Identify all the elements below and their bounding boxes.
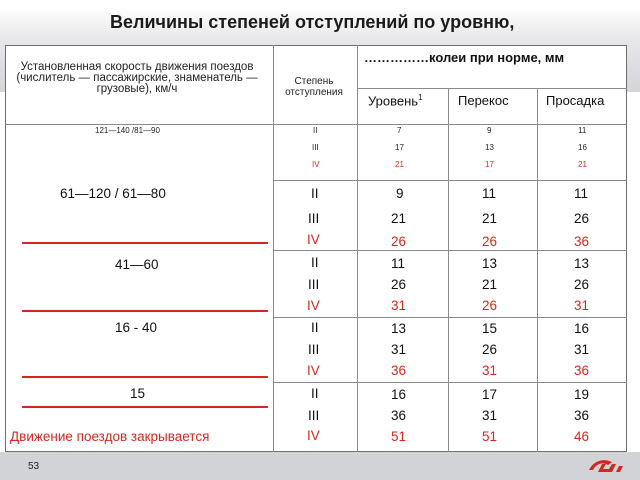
closing-note: Движение поездов закрывается [10,429,210,444]
sag-cell: 21 [578,160,587,169]
degree-cell: II [311,255,319,270]
degree-cell: III [308,211,320,226]
sag-cell: 16 [574,321,590,336]
level-cell: 31 [391,342,407,357]
degree-cell: IV [307,363,320,378]
degree-cell: III [308,408,320,423]
degree-cell: III [312,143,319,152]
skew-cell: 31 [482,408,498,423]
degree-cell: IV [307,232,320,247]
degree-cell: IV [307,298,320,313]
degree-cell: II [313,126,318,135]
sag-cell: 26 [574,211,590,226]
skew-cell: 26 [482,234,498,249]
skew-cell: 51 [482,429,498,444]
skew-cell: 17 [482,387,498,402]
level-cell: 16 [391,387,407,402]
skew-cell: 11 [482,186,497,201]
skew-cell: 15 [482,321,498,336]
slide-title: Величины степеней отступлений по уровню, [110,12,515,32]
header-sag: Просадка [546,93,605,108]
skew-cell: 13 [485,143,494,152]
speed-cell: 15 [130,386,146,401]
grid-line [273,250,627,251]
header-speed: Установленная скорость движения поездов (числитель — пассажирские, знаменатель — грузовые), км/ч [16,61,258,95]
level-cell: 36 [391,408,407,423]
row-divider-red [22,376,268,378]
level-cell: 26 [391,234,407,249]
grid-line [5,124,627,125]
speed-cell: 16 - 40 [115,320,158,335]
level-cell: 9 [396,186,404,201]
level-cell: 21 [391,211,407,226]
level-cell: 36 [391,363,407,378]
header-group: ……………колеи при норме, мм [364,50,565,65]
level-cell: 13 [391,321,407,336]
degree-cell: IV [307,428,320,443]
degree-cell: II [311,386,319,401]
degree-cell: II [311,186,319,201]
sag-cell: 13 [574,256,590,271]
level-cell: 31 [391,298,407,313]
sag-cell: 31 [574,342,590,357]
level-cell: 17 [395,143,404,152]
level-cell: 21 [395,160,404,169]
sag-cell: 36 [574,363,590,378]
grid-line [273,317,627,318]
level-cell: 11 [391,256,406,271]
sag-cell: 36 [574,408,590,423]
rzd-logo [586,456,626,479]
skew-cell: 21 [482,211,498,226]
header-degree: Степень отступления [285,76,343,98]
sag-cell: 36 [574,234,590,249]
degree-cell: II [311,320,319,335]
sag-cell: 16 [578,143,587,152]
degree-cell: IV [312,160,320,169]
speed-cell: 41—60 [115,257,159,272]
sag-cell: 46 [574,429,590,444]
row-divider-red [22,406,268,408]
skew-cell: 31 [482,363,498,378]
skew-cell: 26 [482,342,498,357]
sag-cell: 11 [574,186,589,201]
skew-cell: 9 [487,126,492,135]
grid-line [273,45,274,452]
header-level-sup: 1 [418,93,423,102]
grid-line [357,45,358,452]
skew-cell: 21 [482,277,498,292]
sag-cell: 19 [574,387,590,402]
page-number: 53 [28,461,40,472]
degree-cell: III [308,342,320,357]
level-cell: 51 [391,429,407,444]
skew-cell: 26 [482,298,498,313]
degree-cell: III [308,277,320,292]
grid-line [273,382,627,383]
row-divider-red [22,242,268,244]
speed-cell: 61—120 / 61—80 [60,186,166,201]
grid-line [357,88,627,89]
level-cell: 7 [397,126,402,135]
skew-cell: 17 [485,160,494,169]
grid-line [448,88,449,452]
sag-cell: 11 [578,126,587,135]
header-level-text: Уровень [368,93,419,109]
grid-line [273,180,627,181]
footer-band [0,452,640,480]
level-cell: 26 [391,277,407,292]
row-divider-red [22,310,268,312]
header-level [368,93,423,108]
speed-cell: 121—140 /81—90 [95,126,160,135]
sag-cell: 26 [574,277,590,292]
grid-line [537,88,538,452]
sag-cell: 31 [574,298,590,313]
skew-cell: 13 [482,256,498,271]
header-skew: Перекос [458,93,509,108]
